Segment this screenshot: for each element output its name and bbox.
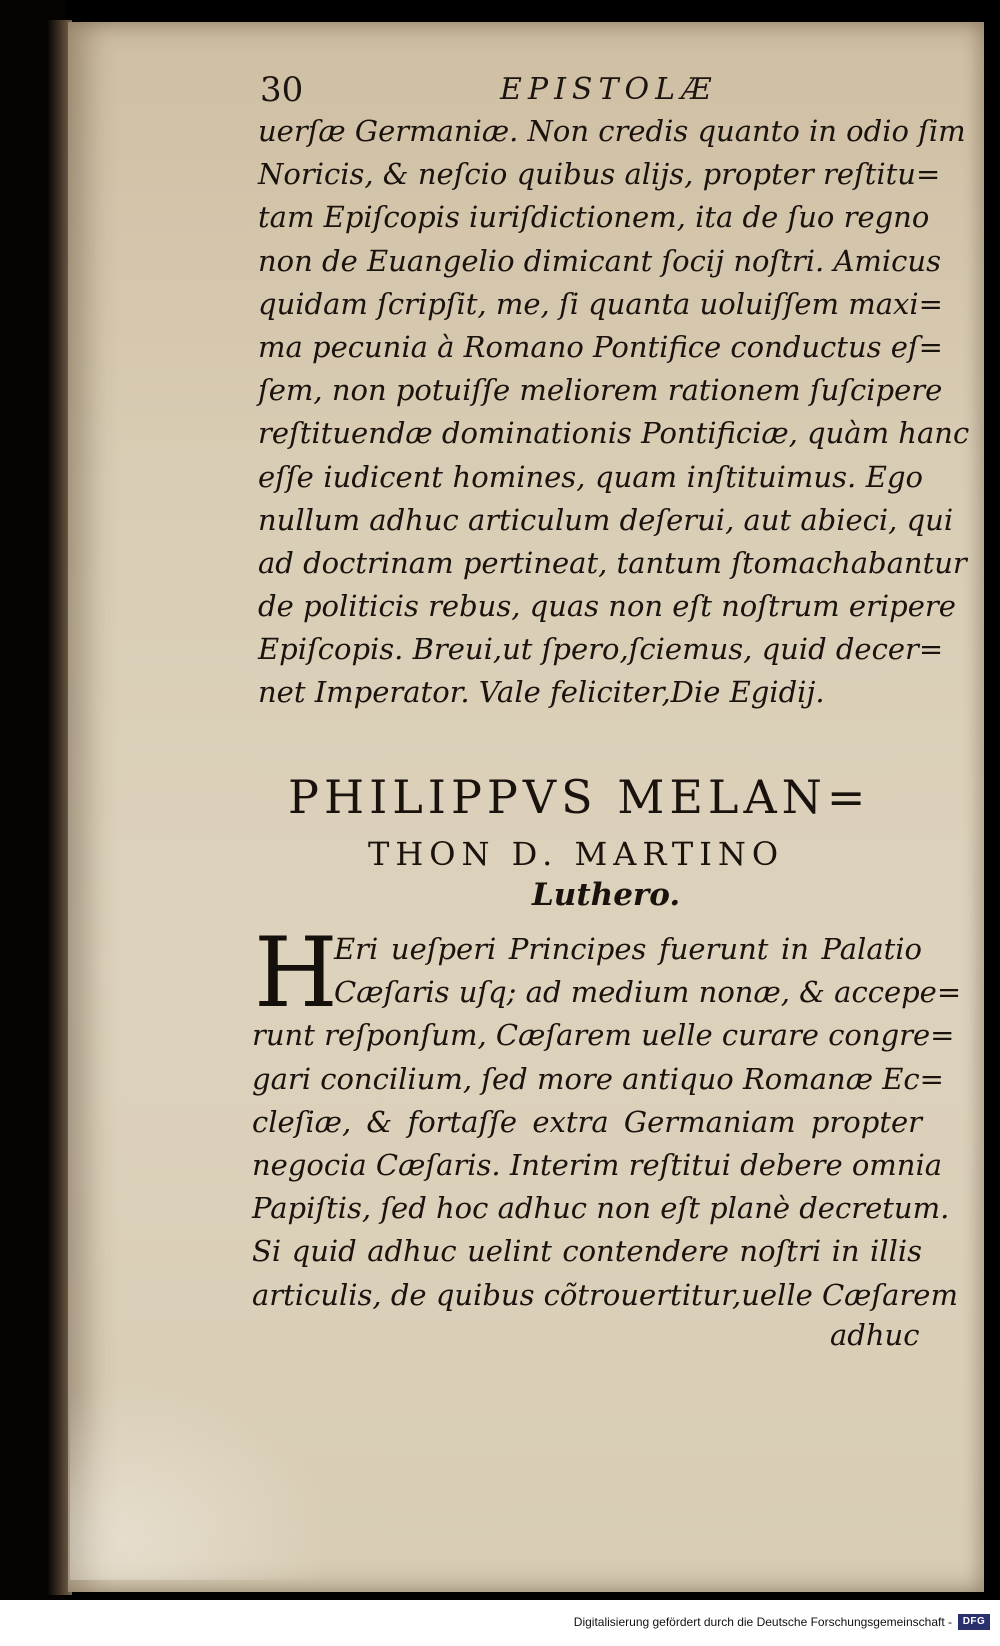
text-line: ma pecunia à Romano Pontifice conductus eſ= — [258, 329, 943, 364]
text-line: ad doctrinam pertineat, tantum ſtomachabantur — [258, 545, 967, 580]
footer-credit: Digitalisierung gefördert durch die Deutsche Forschungsgemeinschaft - — [573, 1615, 952, 1629]
text-line: ſem, non potuiſſe meliorem rationem ſuſcipere — [258, 373, 943, 408]
page-number: 30 — [260, 70, 304, 110]
text-line: Epiſcopis. Breui,ut ſpero,ſciemus, quid decer= — [258, 632, 944, 667]
letter-title-line-3: Luthero. — [532, 877, 681, 913]
text-line: reſtituendæ dominationis Pontificiæ, quàm hanc — [258, 416, 970, 451]
paper-stain — [70, 1380, 330, 1580]
text-line: cleſiæ, & fortaſſe extra Germaniam propter — [252, 1104, 922, 1139]
letter-title-line-2: THON D. MARTINO — [368, 835, 785, 873]
text-line: runt reſponſum, Cæſarem uelle curare congre= — [252, 1018, 955, 1053]
text-line: uerſæ Germaniæ. Non credis quanto in odio ſim — [258, 114, 966, 148]
text-line: Si quid adhuc uelint contendere noſtri in illis — [252, 1234, 922, 1269]
text-line: Cæſaris uſq; ad medium nonæ, & accepe= — [334, 975, 962, 1010]
text-line: eſſe iudicent homines, quam inſtituimus. Ego — [258, 459, 923, 494]
text-line: non de Euangelio dimicant ſocij noſtri. Amicus — [258, 243, 941, 278]
letter-title-line-1: PHILIPPVS MELAN= — [288, 770, 871, 824]
text-line: Eri ueſperi Principes fuerunt in Palatio — [334, 932, 922, 966]
text-line: Noricis, & neſcio quibus alijs, propter reſtitu= — [258, 157, 941, 192]
text-line: net Imperator. Vale feliciter,Die Egidij. — [258, 675, 825, 710]
text-line: Papiſtis, ſed hoc adhuc non eſt planè decretum. — [252, 1191, 950, 1226]
text-line: nullum adhuc articulum deſerui, aut abieci, qui — [258, 502, 954, 537]
text-line: de politicis rebus, quas non eſt noſtrum eripere — [258, 589, 956, 624]
letter-start-text — [252, 917, 962, 1317]
catchword: adhuc — [830, 1318, 920, 1352]
letter-end-text — [258, 110, 970, 715]
running-head: EPISTOLÆ — [500, 72, 718, 107]
drop-cap: H — [254, 917, 338, 1029]
text-line: articulis, de quibus cõtrouertitur,uelle Cæſarem — [252, 1277, 958, 1312]
scan-background-right — [984, 0, 1000, 1646]
text-line: negocia Cæſaris. Interim reſtitui debere omnia — [252, 1147, 943, 1182]
dfg-logo: DFG — [958, 1614, 990, 1630]
text-line: quidam ſcripſit, me, ſi quanta uoluiſſem maxi= — [258, 286, 943, 321]
digitization-footer — [0, 1600, 1000, 1646]
text-line: gari concilium, ſed more antiquo Romanæ Ec= — [252, 1061, 944, 1096]
text-line: tam Epiſcopis iuriſdictionem, ita de ſuo regno — [258, 200, 930, 235]
